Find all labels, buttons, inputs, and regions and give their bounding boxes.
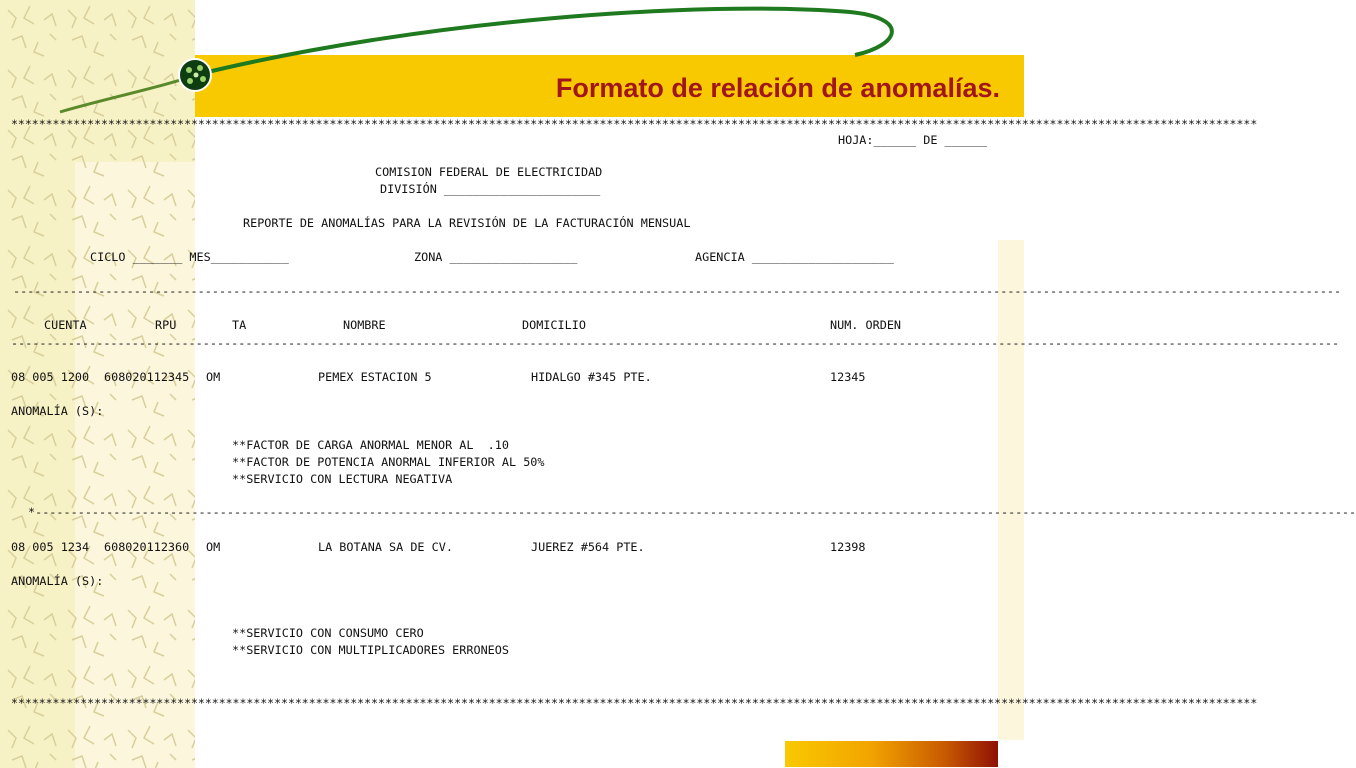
record-1-num-orden: 12345 xyxy=(830,370,866,384)
slide-title: Formato de relación de anomalías. xyxy=(555,73,1000,103)
record-2-cuenta: 08 005 1234 xyxy=(11,540,90,554)
record-1-anomaly-3: **SERVICIO CON LECTURA NEGATIVA xyxy=(232,472,453,486)
dash-divider-2: ------------------------------------------------------------------------------------------------------------------------------------------------------------------------------------------- xyxy=(11,336,1340,350)
agencia-field: AGENCIA ____________________ xyxy=(695,250,894,264)
zona-field: ZONA __________________ xyxy=(414,250,578,264)
record-2-anomaly-2: **SERVICIO CON MULTIPLICADORES ERRONEOS xyxy=(232,643,509,657)
record-1-domicilio: HIDALGO #345 PTE. xyxy=(531,370,652,384)
column-header-nombre: NOMBRE xyxy=(343,318,386,332)
record-2-rpu: 608020112360 xyxy=(104,540,190,554)
record-2-domicilio: JUEREZ #564 PTE. xyxy=(531,540,645,554)
record-1-rpu: 608020112345 xyxy=(104,370,190,384)
column-header-cuenta: CUENTA xyxy=(44,318,87,332)
record-separator: *------------------------------------------------------------------------------------------------------------------------------------------------------------------------------------------ xyxy=(28,505,1356,519)
column-header-ta: TA xyxy=(232,318,247,332)
column-header-num-orden: NUM. ORDEN xyxy=(830,318,902,332)
star-divider-bottom: ************************************************************************************************************************************************************************************ xyxy=(11,696,1258,710)
report-title: REPORTE DE ANOMALÍAS PARA LA REVISIÓN DE LA FACTURACIÓN MENSUAL xyxy=(243,216,691,230)
record-1-anomaly-1: **FACTOR DE CARGA ANORMAL MENOR AL .10 xyxy=(232,438,509,452)
hoja-field: HOJA:______ DE ______ xyxy=(838,133,988,147)
star-divider-top: ************************************************************************************************************************************************************************************ xyxy=(11,117,1258,131)
record-1-cuenta: 08 005 1200 xyxy=(11,370,90,384)
record-1-nombre: PEMEX ESTACION 5 xyxy=(318,370,432,384)
ciclo-mes-field: CICLO _______ MES___________ xyxy=(90,250,289,264)
record-2-ta: OM xyxy=(206,540,221,554)
company-name: COMISION FEDERAL DE ELECTRICIDAD xyxy=(375,165,603,179)
dash-divider-1: ------------------------------------------------------------------------------------------------------------------------------------------------------------------------------------------- xyxy=(13,284,1342,298)
column-header-domicilio: DOMICILIO xyxy=(522,318,586,332)
record-1-anomaly-label: ANOMALÍA (S): xyxy=(11,404,104,418)
column-header-rpu: RPU xyxy=(155,318,177,332)
record-2-anomaly-label: ANOMALÍA (S): xyxy=(11,574,104,588)
record-2-anomaly-1: **SERVICIO CON CONSUMO CERO xyxy=(232,626,424,640)
division-field: DIVISIÓN ______________________ xyxy=(380,182,601,196)
record-2-nombre: LA BOTANA SA DE CV. xyxy=(318,540,453,554)
record-1-anomaly-2: **FACTOR DE POTENCIA ANORMAL INFERIOR AL 50% xyxy=(232,455,545,469)
record-2-num-orden: 12398 xyxy=(830,540,866,554)
record-1-ta: OM xyxy=(206,370,221,384)
